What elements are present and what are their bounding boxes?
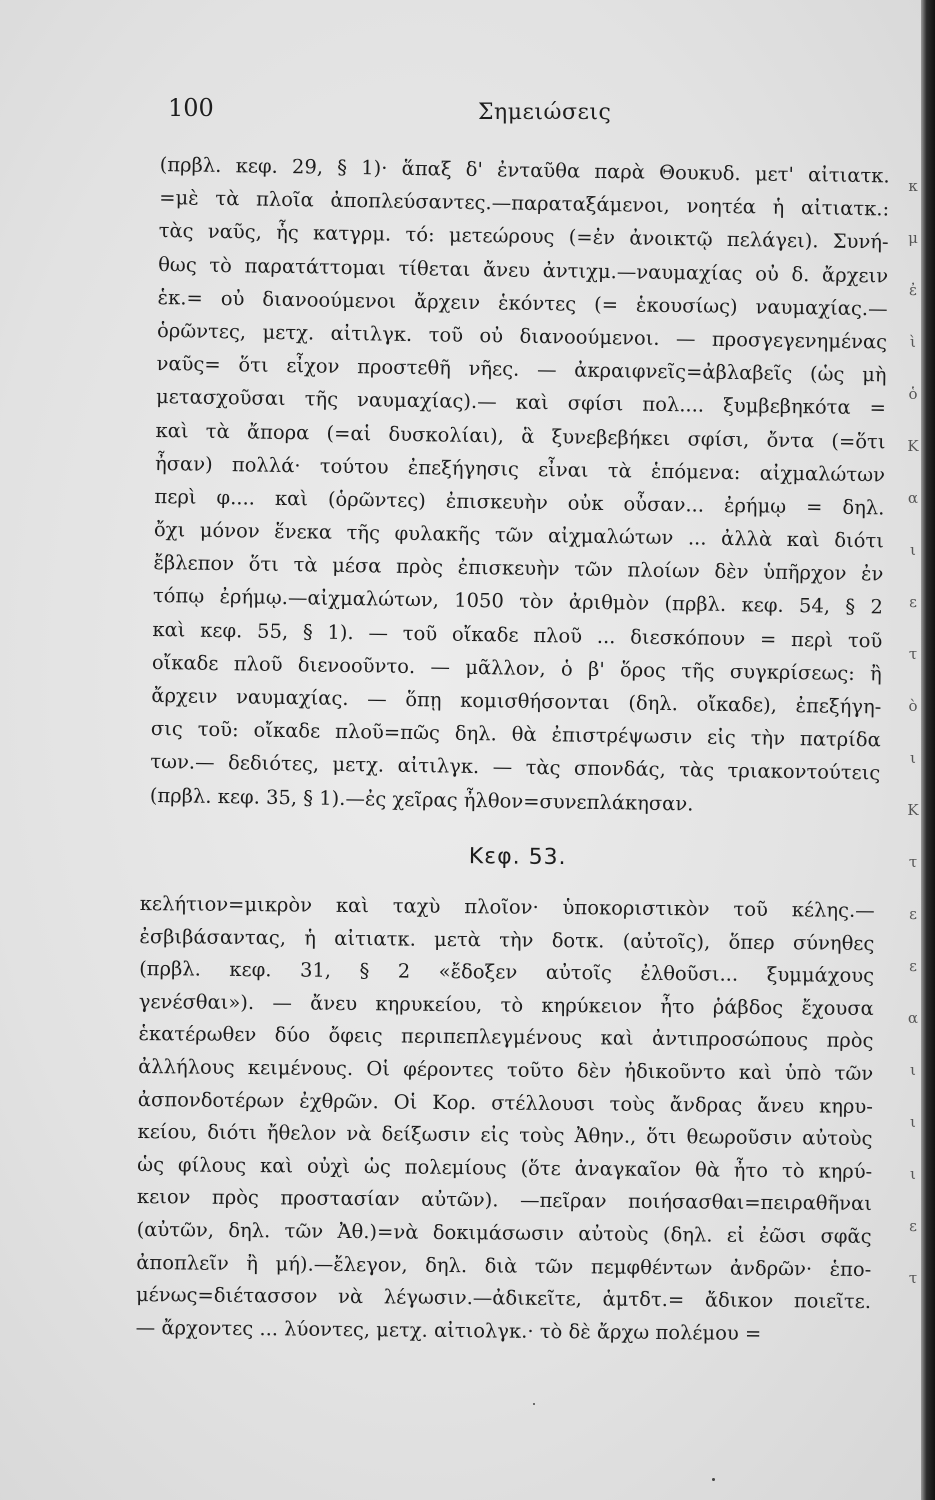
scan-speck — [533, 1403, 535, 1405]
margin-glyph: ὶ — [910, 333, 916, 351]
margin-glyph: τ — [908, 645, 918, 663]
text-line: ἑκατέρωθεν δύο ὄφεις περιπεπλεγμένους καὶ ἀντιπροσώπους πρὸς — [138, 1022, 874, 1053]
text-line: ἄρχειν ναυμαχίας. — ὅπῃ κομισθήσονται (δηλ. οἴκαδε), ἐπεξήγη- — [151, 683, 882, 719]
margin-glyph: ὸ — [908, 697, 918, 715]
margin-glyph: Κ — [907, 801, 919, 819]
margin-glyph: ι — [910, 1113, 916, 1131]
text-line: — ἄρχοντες ... λύοντες, μετχ. αἰτιολγκ.· τὸ δὲ ἄρχω πολέμου = — [135, 1315, 762, 1345]
text-line: μένως=διέτασσον νὰ λέγωσιν.—ἀδικεῖτε, ἁμτδτ.= ἄδικον ποιεῖτε. — [135, 1283, 872, 1314]
margin-glyph: ε — [909, 905, 917, 923]
text-line: =μὲ τὰ πλοῖα ἀποπλεύσαντες.—παραταξάμενοι, νοητέα ἡ αἰτιατκ.: — [159, 186, 890, 221]
margin-glyph: ὁ — [908, 385, 918, 403]
text-line: (πρβλ. κεφ. 29, § 1)· ἅπαξ δ' ἐνταῦθα παρὰ Θουκυδ. μετ' αἰτιατκ. — [159, 152, 890, 188]
text-line: ὄχι μόνον ἕνεκα τῆς φυλακῆς τῶν αἰχμαλώτων ... ἀλλὰ καὶ διότι — [153, 518, 885, 553]
margin-glyph: ι — [910, 1061, 916, 1079]
notes-section-2 — [136, 888, 875, 1351]
text-line: των.— δεδιότες, μετχ. αἰτιλγκ. — τὰς σπονδάς, τὰς τριακοντούτεις — [150, 750, 881, 785]
text-line: κελήτιον=μικρὸν καὶ ταχὺ πλοῖον· ὑποκοριστικὸν τοῦ κέλης.— — [139, 891, 875, 923]
margin-glyph: ι — [910, 749, 916, 767]
margin-glyph: α — [907, 489, 919, 507]
notes-section-1 — [150, 148, 890, 823]
scan-speck — [712, 1478, 715, 1481]
text-line: (πρβλ. κεφ. 35, § 1).—ἐς χεῖρας ἦλθον=συνεπλάκησαν. — [149, 783, 694, 816]
margin-glyph: κ — [908, 177, 918, 195]
notes-section-2-wrapper — [135, 844, 875, 1351]
text-line: σις τοῦ: οἴκαδε πλοῦ=πῶς δηλ. θὰ ἐπιστρέψωσιν εἰς τὴν πατρίδα — [150, 717, 881, 752]
text-line: ὁρῶντες, μετχ. αἰτιλγκ. τοῦ οὐ διανοούμενοι. — προσγεγενημένας — [156, 318, 888, 354]
text-line: περὶ φ.... καὶ (ὁρῶντες) ἐπισκευὴν οὐκ οὖσαν... ἐρήμῳ = δηλ. — [154, 484, 885, 520]
margin-glyph: τ — [908, 853, 918, 871]
margin-glyph: ι — [910, 1165, 916, 1183]
text-line: τὰς ναῦς, ἧς κατγρμ. τό: μετεώρους (=ἐν ἀνοικτῷ πελάγει). Συνή- — [158, 219, 889, 254]
margin-glyph: μ — [908, 229, 918, 247]
running-head: Σημειώσεις — [478, 100, 612, 125]
text-line: ἐσβιβάσαντας, ἡ αἰτιατκ. μετὰ τὴν δοτκ. (αὐτοῖς), ὅπερ σύνηθες — [139, 924, 875, 955]
text-line: ἀποπλεῖν ἢ μή).—ἔλεγον, δηλ. διὰ τῶν πεμφθέντων ἀνδρῶν· ἑπο- — [136, 1250, 872, 1281]
adjacent-page-margin — [907, 160, 919, 1304]
margin-glyph: ε — [909, 1217, 917, 1235]
text-line: τόπῳ ἐρήμῳ.—αἰχμαλώτων, 1050 τὸν ἀριθμὸν (πρβλ. κεφ. 54, § 2 — [152, 584, 884, 619]
text-line: θως τὸ παρατάττομαι τίθεται ἄνευ ἀντιχμ.—ναυμαχίας οὐ δ. ἄρχειν — [157, 252, 889, 288]
margin-glyph: ε — [909, 593, 917, 611]
text-line: ἀλλήλους κειμένους. Οἱ φέροντες τοῦτο δὲν ἠδικοῦντο καὶ ὑπὸ τῶν — [138, 1054, 874, 1086]
text-line: κείου, διότι ἤθελον νὰ δείξωσιν εἰς τοὺς Ἀθην., ὅτι θεωροῦσιν αὐτοὺς — [137, 1120, 873, 1151]
margin-glyph: Κ — [907, 437, 919, 455]
book-spine-edge — [921, 0, 935, 1500]
text-line: καὶ τὰ ἄπορα (=αἱ δυσκολίαι), ἃ ξυνεβεβήκει σφίσι, ὄντα (=ὅτι — [155, 418, 886, 453]
text-line: (πρβλ. κεφ. 31, § 2 «ἔδοξεν αὐτοῖς ἐλθοῦσι... ξυμμάχους — [139, 957, 875, 988]
text-line: κειον πρὸς προστασίαν αὐτῶν). —πεῖραν ποιήσασθαι=πειραθῆναι — [136, 1185, 873, 1216]
text-line: γενέσθαι»). — ἄνευ κηρυκείου, τὸ κηρύκειον ἦτο ῥάβδος ἔχουσα — [138, 989, 874, 1020]
text-line: μετασχοῦσαι τῆς ναυμαχίας).— καὶ σφίσι πολ.... ξυμβεβηκότα = — [155, 385, 887, 420]
text-line: ναῦς= ὅτι εἶχον προστεθῆ νῆες. — ἀκραιφνεῖς=ἀβλαβεῖς (ὡς μὴ — [156, 352, 887, 387]
text-line: ἀσπονδοτέρων ἐχθρῶν. Οἱ Κορ. στέλλουσι τοὺς ἄνδρας ἄνευ κηρυ- — [137, 1087, 873, 1118]
text-line: ἔβλεπον ὅτι τὰ μέσα πρὸς ἐπισκευὴν τῶν πλοίων δὲν ὑπῆρχον ἐν — [153, 551, 884, 586]
text-line: (αὐτῶν, δηλ. τῶν Ἀθ.)=νὰ δοκιμάσωσιν αὐτοὺς (δηλ. εἰ ἐῶσι σφᾶς — [136, 1217, 872, 1248]
chapter-heading: Κεφ. 53. — [468, 844, 567, 871]
page-number: 100 — [168, 94, 214, 122]
text-line: καὶ κεφ. 55, § 1). — τοῦ οἴκαδε πλοῦ ... διεσκόπουν = περὶ τοῦ — [152, 617, 883, 653]
margin-glyph: ι — [910, 541, 916, 559]
text-line: οἴκαδε πλοῦ διενοοῦντο. — μᾶλλον, ὁ β' ὅρος τῆς συγκρίσεως: ἢ — [151, 650, 883, 686]
text-line: ἑκ.= οὐ διανοούμενοι ἄρχειν ἑκόντες (= ἑκουσίως) ναυμαχίας.— — [157, 285, 888, 321]
margin-glyph: τ — [908, 1269, 918, 1287]
margin-glyph: ε — [909, 957, 917, 975]
text-line: ὡς φίλους καὶ οὐχὶ ὡς πολεμίους (ὅτε ἀναγκαῖον θὰ ἦτο τὸ κηρύ- — [137, 1152, 873, 1183]
margin-glyph: ἐ — [908, 281, 918, 299]
text-line: ἦσαν) πολλά· τούτου ἐπεξήγησις εἶναι τὰ ἑπόμενα: αἰχμαλώτων — [154, 451, 886, 487]
margin-glyph: α — [907, 1009, 919, 1027]
